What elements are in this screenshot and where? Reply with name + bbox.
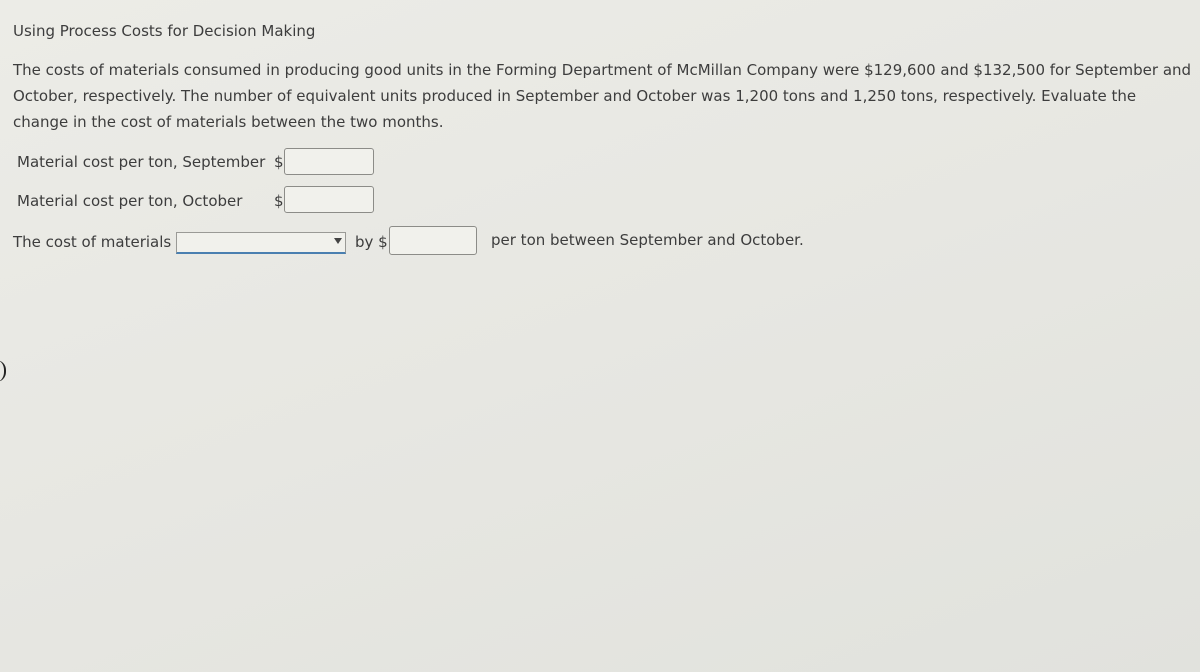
- change-direction-dropdown[interactable]: [176, 232, 346, 254]
- page-title: Using Process Costs for Decision Making: [13, 22, 316, 40]
- october-currency-symbol: $: [274, 192, 284, 210]
- evaluation-suffix-label: per ton between September and October.: [491, 231, 804, 249]
- october-cost-input[interactable]: [284, 186, 374, 213]
- problem-statement: The costs of materials consumed in producing good units in the Forming Department of McMillan Company were $129,600 and $132,500 for September and October, respectively. The number of equivalent units produced in September and October was 1,200 tons and 1,250 tons, respectively. Evaluate the change in the cost of materials between the two months.: [13, 61, 1192, 131]
- september-cost-input[interactable]: [284, 148, 374, 175]
- change-amount-input[interactable]: [389, 226, 477, 255]
- october-cost-label: Material cost per ton, October: [17, 192, 243, 210]
- dropdown-arrow-icon: [334, 238, 342, 244]
- september-currency-symbol: $: [274, 153, 284, 171]
- screen-edge-mark: [0, 360, 6, 382]
- evaluation-prefix-label: The cost of materials: [13, 233, 172, 251]
- by-amount-label: by $: [355, 233, 388, 251]
- september-cost-label: Material cost per ton, September: [17, 153, 266, 171]
